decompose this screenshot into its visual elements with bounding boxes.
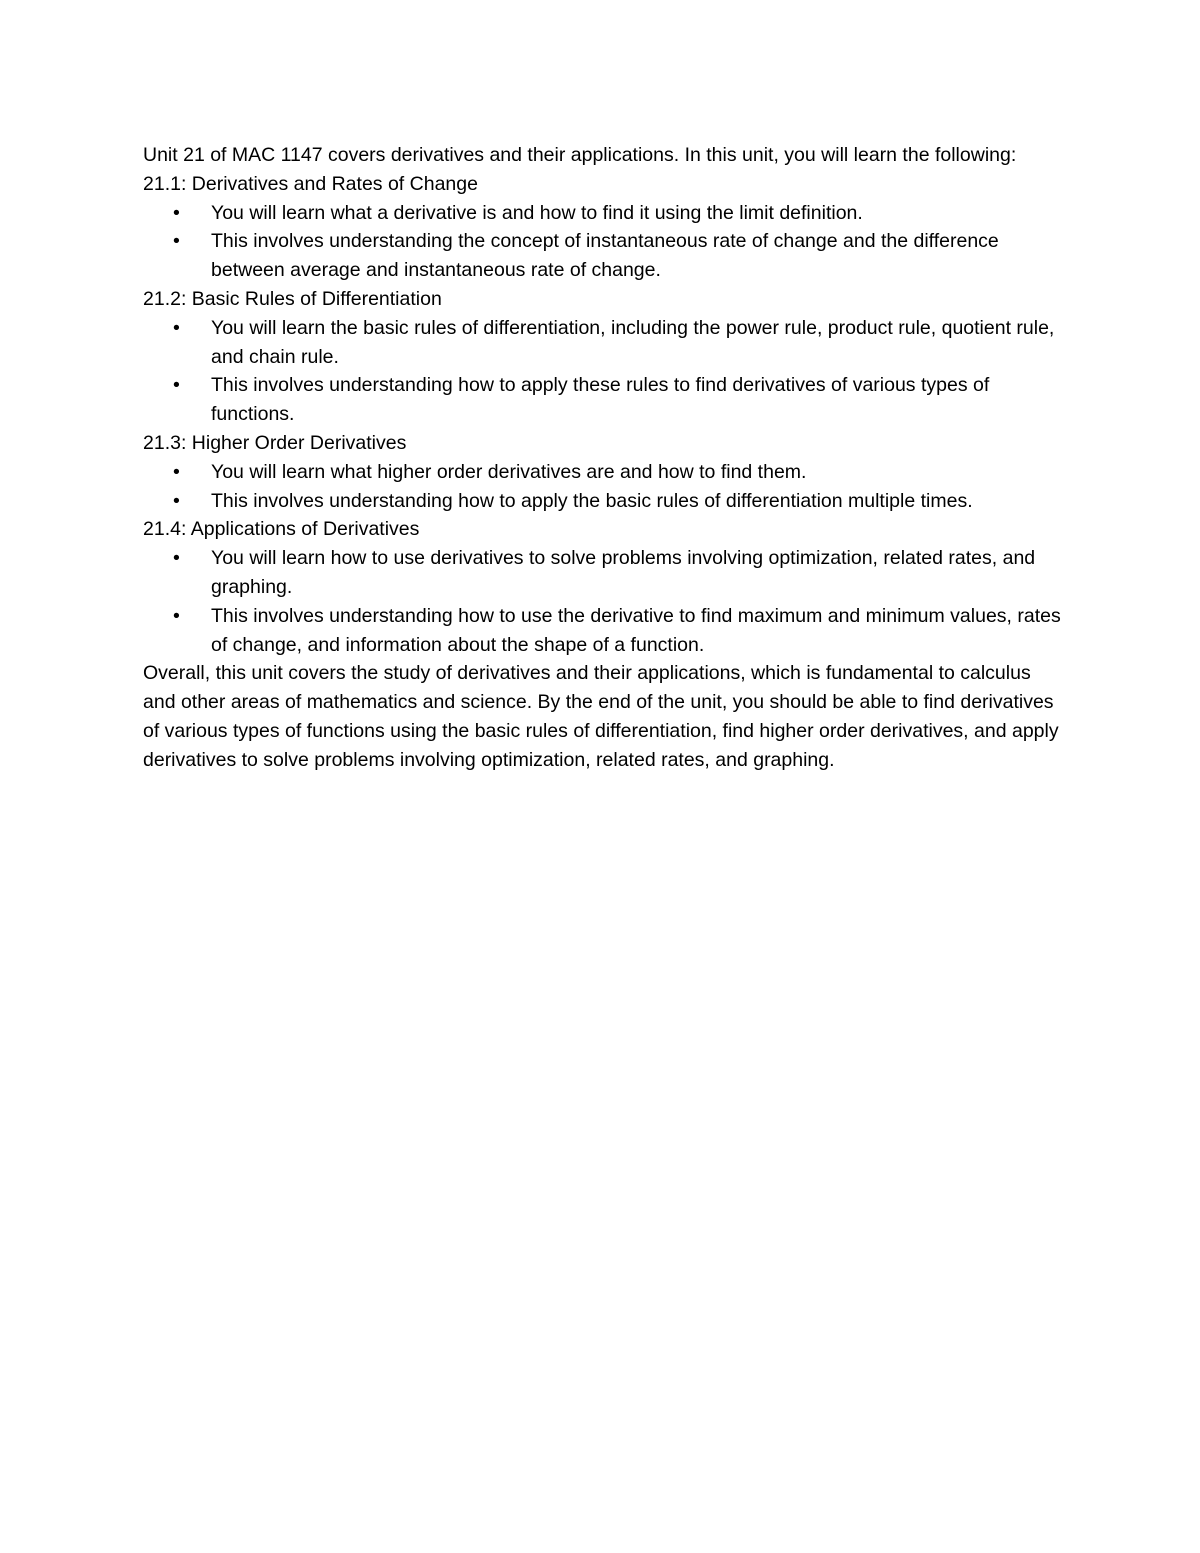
conclusion-paragraph: Overall, this unit covers the study of derivatives and their applications, which is fundamental to calculus and other areas of mathematics and science. By the end of the unit, you should be able to find derivatives of various types of functions using the basic rules of differentiation, find higher order derivatives, and apply derivatives to solve problems involving optimization, related rates, and graphing.: [143, 662, 1059, 771]
list-item-text: You will learn what higher order derivatives are and how to find them.: [211, 460, 807, 483]
section-21-2-bullet-list: [143, 314, 1063, 429]
list-item: [143, 487, 1063, 516]
bullet-icon: •: [173, 460, 180, 483]
list-item: [143, 602, 1063, 660]
list-item-text: You will learn how to use derivatives to solve problems involving optimization, related rates, and graphing.: [211, 547, 1036, 598]
bullet-icon: •: [173, 201, 180, 224]
list-item-text: This involves understanding how to apply the basic rules of differentiation multiple times.: [211, 489, 973, 512]
bullet-icon: •: [173, 316, 180, 339]
list-item: [143, 227, 1063, 285]
section-heading-21-1: 21.1: Derivatives and Rates of Change: [143, 172, 478, 195]
bullet-icon: •: [173, 230, 180, 253]
section-heading-21-2: 21.2: Basic Rules of Differentiation: [143, 287, 442, 310]
list-item-text: This involves understanding how to use the derivative to find maximum and minimum values, rates of change, and information about the shape of a function.: [211, 604, 1061, 656]
section-21-1-bullet-list: [143, 199, 1063, 285]
section-heading-21-4: 21.4: Applications of Derivatives: [143, 518, 420, 541]
bullet-icon: •: [173, 489, 180, 512]
section-21-3-bullet-list: [143, 458, 1063, 516]
list-item: [143, 371, 1063, 429]
list-item-text: This involves understanding the concept of instantaneous rate of change and the difference between average and instantaneous rate of change.: [211, 230, 999, 282]
list-item: [143, 458, 1063, 487]
section-heading-21-3: 21.3: Higher Order Derivatives: [143, 431, 407, 454]
section-21-4-bullet-list: [143, 544, 1063, 659]
list-item-text: You will learn the basic rules of differentiation, including the power rule, product rule, quotient rule, and chain rule.: [211, 316, 1055, 368]
intro-paragraph: Unit 21 of MAC 1147 covers derivatives and their applications. In this unit, you will learn the following:: [143, 144, 1017, 166]
bullet-icon: •: [173, 374, 180, 397]
document-body: [143, 141, 1063, 775]
list-item: [143, 314, 1063, 372]
list-item: [143, 199, 1063, 228]
bullet-icon: •: [173, 547, 180, 570]
list-item-text: This involves understanding how to apply these rules to find derivatives of various types of functions.: [211, 374, 990, 426]
list-item-text: You will learn what a derivative is and how to find it using the limit definition.: [211, 201, 863, 224]
bullet-icon: •: [173, 604, 180, 627]
list-item: [143, 544, 1063, 602]
